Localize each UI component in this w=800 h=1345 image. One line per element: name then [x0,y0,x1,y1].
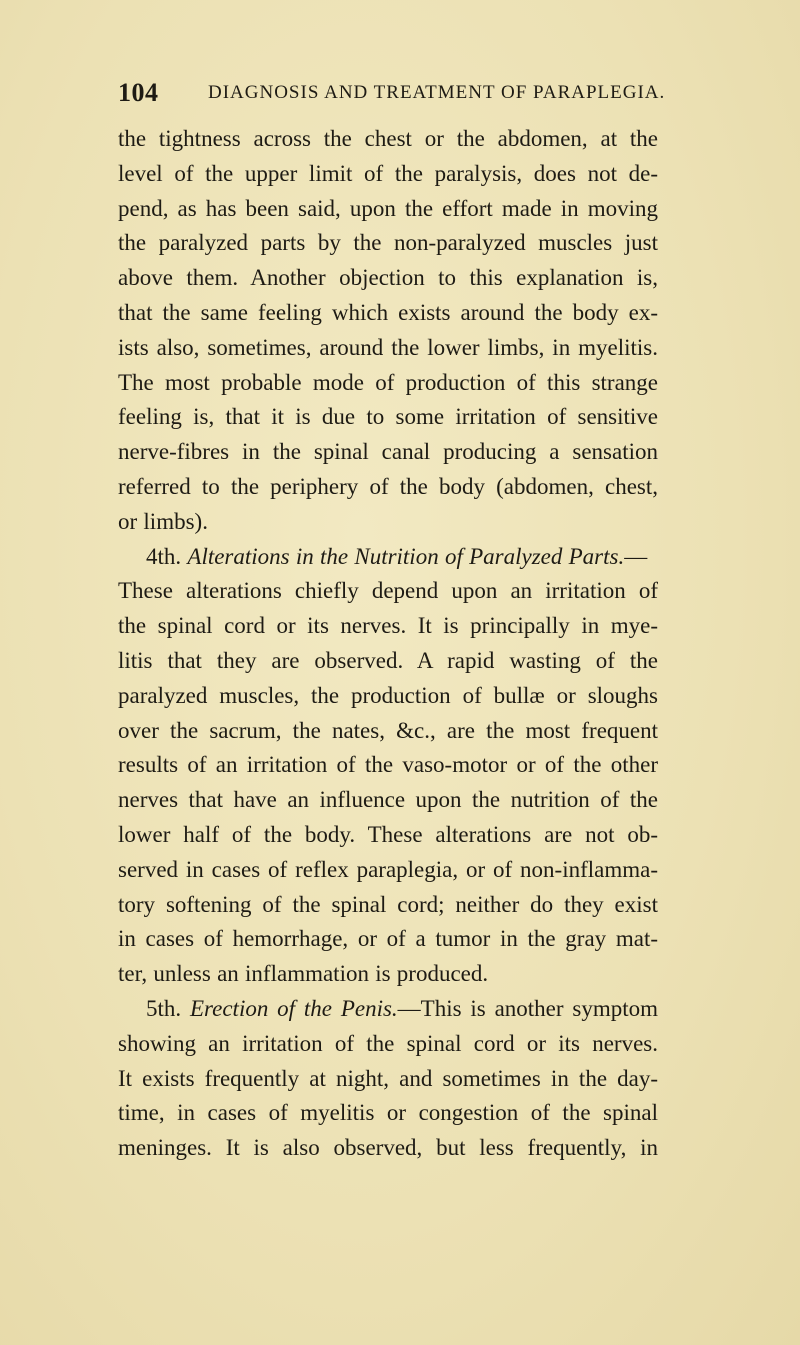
text-line: the paralyzed parts by the non-paralyzed muscles just [118,230,658,256]
text-line: that the same feeling which exists around the body ex- [118,299,658,325]
em-dash: — [624,543,648,569]
text-line: lower half of the body. These alterations are not ob- [118,821,658,847]
text-line: ter, unless an inflammation is produced. [118,961,489,987]
text-line: The most probable mode of production of this strange [118,369,658,395]
text-line: These alterations chiefly depend upon an irritation of [118,578,658,604]
text-line: over the sacrum, the nates, &c., are the most frequent [118,717,658,743]
text-line: above them. Another objection to this explanation is, [118,265,658,291]
running-title: DIAGNOSIS AND TREATMENT OF PARAPLEGIA. [208,82,666,103]
text-line: time, in cases of myelitis or congestion of the spinal [118,1100,658,1126]
section-number: 4th. [146,543,182,569]
text-line: paralyzed muscles, the production of bullæ or sloughs [118,682,658,708]
text-line: showing an irritation of the spinal cord or its nerves. [118,1030,658,1056]
text-line: feeling is, that it is due to some irritation of sensitive [118,404,658,430]
text-line: the spinal cord or its nerves. It is principally in mye- [118,613,658,639]
section-title: Alterations in the Nutrition of Paralyzed Parts. [187,543,625,569]
section-heading-5th [118,992,658,1027]
page-header [118,78,666,114]
text-line: It exists frequently at night, and sometimes in the day- [118,1065,658,1091]
text-line: or limbs). [118,508,208,534]
section-heading-4th [118,540,658,575]
text-line: pend, as has been said, upon the effort made in moving [118,195,658,221]
text-line: level of the upper limit of the paralysis, does not de- [118,160,658,186]
section-title: Erection of the Penis. [189,995,398,1021]
text-line: tory softening of the spinal cord; neither do they exist [118,891,658,917]
text-line: referred to the periphery of the body (abdomen, chest, [118,473,658,499]
section-lead-text: —This is another symptom [397,995,658,1021]
body-text [118,122,658,1166]
text-line: ists also, sometimes, around the lower limbs, in myelitis. [118,334,658,360]
text-line: litis that they are observed. A rapid wasting of the [118,647,658,673]
text-line: the tightness across the chest or the abdomen, at the [118,126,658,151]
text-line: in cases of hemorrhage, or of a tumor in the gray mat- [118,926,658,952]
section-number: 5th. [146,995,182,1021]
text-line: served in cases of reflex paraplegia, or of non-inflamma- [118,856,658,882]
text-line: meninges. It is also observed, but less frequently, in [118,1135,658,1161]
text-line: results of an irritation of the vaso-motor or of the other [118,752,658,778]
page-number: 104 [118,78,159,107]
text-line: nerves that have an influence upon the nutrition of the [118,787,658,813]
text-line: nerve-fibres in the spinal canal producing a sensation [118,439,658,465]
